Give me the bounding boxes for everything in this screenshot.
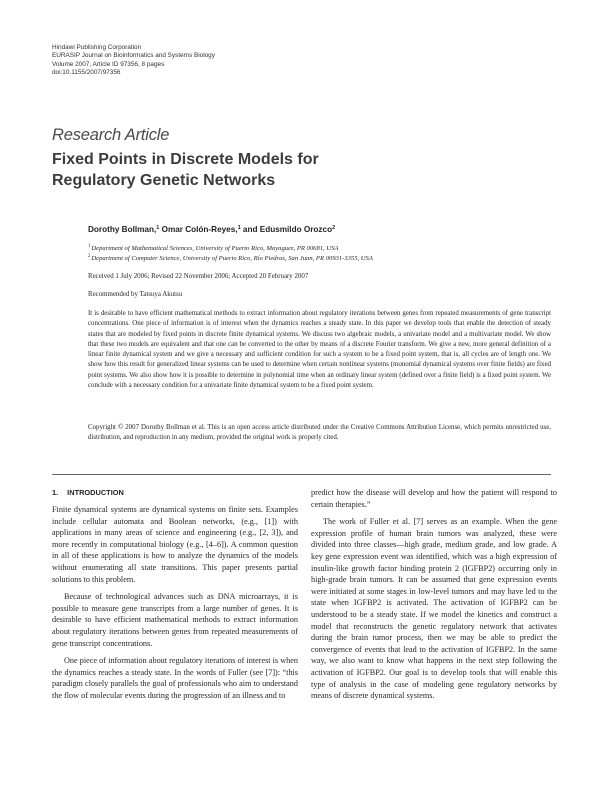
title-line-1: Fixed Points in Discrete Models for (52, 151, 319, 168)
paragraph: The work of Fuller et al. [7] serves as an example. When the gene expression profile of human brain tumors was analyzed, these were divided into three classes—high grade, medium grade, and low grade. A key gene expression event was identified, which was a high expression of insulin-like growth factor binding protein 2 (IGFBP2) occurring only in high-grade brain tumors. It can be assumed that gene expression events were initiated at some stages in low-level tumors and may have led to the state when IGFBP2 is activated. The activation of IGFBP2 can be understood to be a steady state. If we model the kinetics and construct a model that reconstructs the genetic regulatory network that activates during the brain tumor process, then we may be able to predict the convergence of events that lead to the activation of IGFBP2. In the same way, we also want to know what happens in the next step following the activation of IGFBP2. Our goal is to develop tools that will enable this type of analysis in the case of modeling gene regulatory networks by means of discrete dynamical systems. (311, 517, 557, 701)
section-number: 1. (52, 488, 59, 497)
publisher: Hindawi Publishing Corporation (52, 44, 142, 51)
author-affiliation-mark: 1 (156, 225, 160, 231)
affiliation-text: Department of Computer Science, University of Puerto Rico, Río Piedras, San Juan, PR 00931-3355, USA (91, 255, 373, 262)
affiliation-number: 1 (88, 244, 91, 249)
affiliation-number: 2 (88, 254, 91, 259)
author-name: and Edusmildo Orozco (242, 225, 333, 234)
paragraph: Finite dynamical systems are dynamical systems on finite sets. Examples include cellular automata and Boolean networks, (e.g., [1]) with applications in many areas of science and engineering (e.g., [2, 3]), and more recently in computational biology (e.g., [4–6]). A common question in all of these applications is how to analyze the dynamics of the models without enumerating all state transitions. This paper presents partial solutions to this problem. (52, 505, 298, 584)
journal-header (52, 44, 215, 78)
author-affiliation-mark: 1 (237, 225, 241, 231)
section-heading (52, 488, 124, 497)
author-name: Omar Colón-Reyes, (161, 225, 238, 234)
copyright-notice: Copyright © 2007 Dorothy Bollman et al. This is an open access article distributed under the Creative Commons Attribution License, which permits unrestricted use, distribution, and reproduction in any medium, provided the original work is properly cited. (88, 424, 551, 442)
article-type: Research Article (52, 126, 170, 144)
volume-info: Volume 2007, Article ID 97356, 8 pages (52, 60, 165, 68)
left-column (52, 504, 298, 702)
abstract: It is desirable to have efficient mathematical methods to extract information about regulatory iterations between genes from repeated measurements of gene transcript concentrations. One piece of information is of interest when the dynamics reaches a steady state. In this paper we develop tools that enable the detection of steady states that are modeled by fixed points in discrete finite dynamical systems. We discuss two algebraic models, a univariate model and a multivariate model. We show that these two models are equivalent and that one can be converted to the other by means of a discrete Fourier transform. We give a new, more general definition of a linear finite dynamical system and we give a necessary and sufficient condition for such a system to be a fixed point system, that is, all cycles are of length one. We show how this result for generalized linear systems can be used to determine when certain nonlinear systems (monomial dynamical systems over finite fields) are fixed point systems. We also show how it is possible to determine in polynomial time when an ordinary linear system (defined over a finite field) is a fixed point system. We conclude with a necessary condition for a univariate finite dynamical system to be a fixed point system. (88, 310, 551, 390)
author-list (88, 225, 335, 234)
affiliation-text: Department of Mathematical Sciences, University of Puerto Rico, Mayaguez, PR 00681, USA (91, 245, 339, 252)
right-column (311, 487, 557, 702)
section-title: INTRODUCTION (67, 488, 124, 497)
paragraph: Because of technological advances such as DNA microarrays, it is possible to measure gene transcripts from a large number of genes. It is desirable to have efficient mathematical methods to extract information about regulatory iterations between genes from repeated measurements of gene transcript concentrations. (52, 592, 298, 648)
title-line-2: Regulatory Genetic Networks (52, 172, 276, 189)
section-divider (52, 474, 551, 475)
paragraph: One piece of information about regulatory iterations of interest is when the dynamics reaches a steady state. In the words of Fuller (see [7]): “this paradigm closely parallels the goal of professionals who aim to understand the flow of molecular events during the progression of an illness and to (52, 656, 298, 700)
affiliation-2 (88, 252, 373, 263)
received-dates: Received 1 July 2006; Revised 22 November 2006; Accepted 20 February 2007 (88, 273, 309, 280)
recommended-by: Recommended by Tatsuya Akutsu (88, 291, 183, 298)
paragraph: predict how the disease will develop and how the patient will respond to certain therapies.” (311, 488, 557, 509)
paper-title (52, 149, 319, 191)
journal-name: EURASIP Journal on Bioinformatics and Systems Biology (52, 52, 215, 60)
author-name: Dorothy Bollman, (88, 225, 157, 234)
doi: doi:10.1155/2007/97356 (52, 69, 121, 77)
author-affiliation-mark: 2 (332, 225, 336, 231)
